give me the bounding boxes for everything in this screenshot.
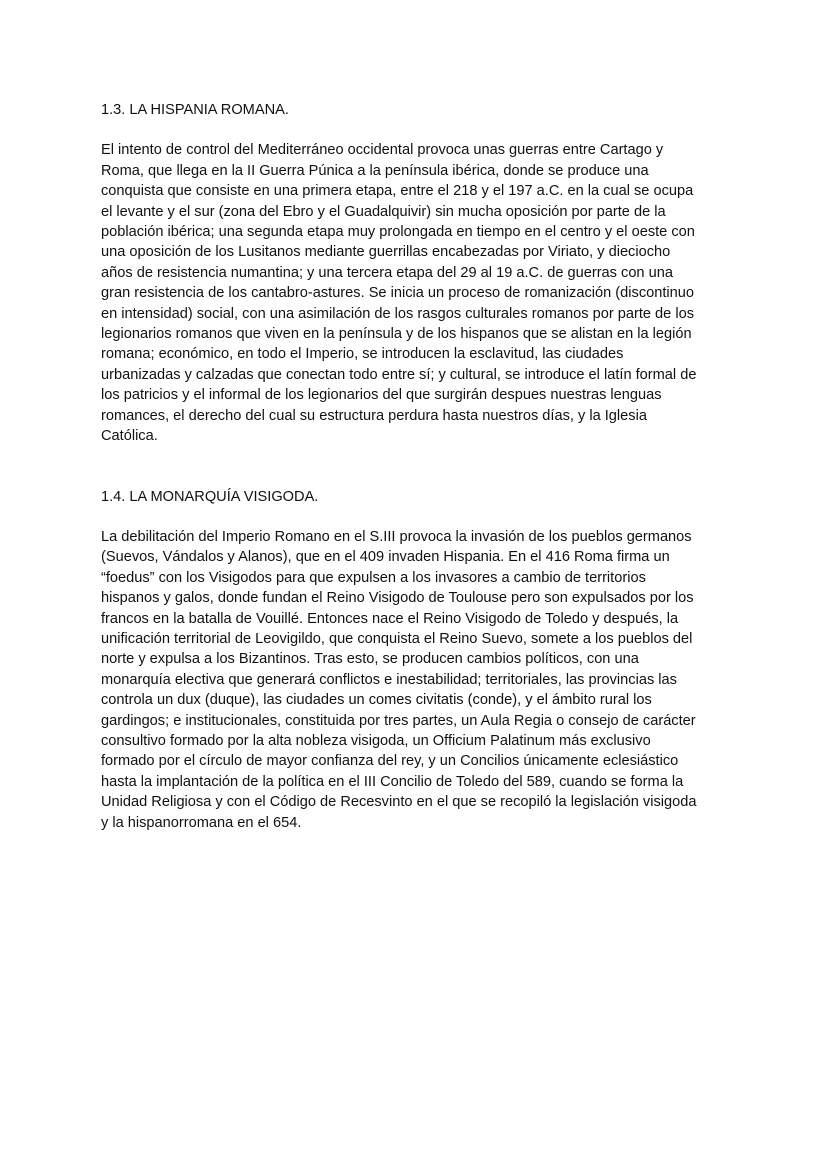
paragraph-line: (Suevos, Vándalos y Alanos), que en el 409 invaden Hispania. En el 416 Roma firma un: [101, 549, 670, 566]
section-paragraph: [101, 527, 729, 833]
paragraph-line: y la hispanorromana en el 654.: [101, 814, 302, 831]
paragraph-line: urbanizadas y calzadas que conectan todo entre sí; y cultural, se introduce el latín formal de: [101, 366, 697, 383]
paragraph-line: Unidad Religiosa y con el Código de Recesvinto en el que se recopiló la legislación visigoda: [101, 794, 697, 811]
section-heading: 1.3. LA HISPANIA ROMANA.: [101, 102, 289, 118]
paragraph-line: norte y expulsa a los Bizantinos. Tras esto, se producen cambios políticos, con una: [101, 651, 639, 668]
paragraph-line: conquista que consiste en una primera etapa, entre el 218 y el 197 a.C. en la cual se ocupa: [101, 183, 694, 200]
paragraph-line: consultivo formado por la alta nobleza visigoda, un Officium Palatinum más exclusivo: [101, 732, 651, 749]
paragraph-line: en intensidad) social, con una asimilación de los rasgos culturales romanos por parte de los: [101, 305, 694, 322]
paragraph-line: gran resistencia de los cantabro-astures. Se inicia un proceso de romanización (discontinuo: [101, 285, 694, 302]
paragraph-line: monarquía electiva que generará conflictos e inestabilidad; territoriales, las provincias las: [101, 671, 677, 688]
paragraph-line: hasta la implantación de la política en el III Concilio de Toledo del 589, cuando se forma la: [101, 773, 684, 790]
paragraph-line: legionarios romanos que viven en la península y de los hispanos que se alistan en la legión: [101, 326, 692, 343]
paragraph-line: gardingos; e institucionales, constituida por tres partes, un Aula Regia o consejo de carácter: [101, 712, 696, 729]
paragraph-line: El intento de control del Mediterráneo occidental provoca unas guerras entre Cartago y: [101, 142, 664, 159]
paragraph-line: años de resistencia numantina; y una tercera etapa del 29 al 19 a.C. de guerras con una: [101, 264, 673, 281]
paragraph-line: romana; económico, en todo el Imperio, se introducen la esclavitud, las ciudades: [101, 346, 624, 363]
paragraph-line: francos en la batalla de Vouillé. Entonces nace el Reino Visigodo de Toledo y después, la: [101, 610, 679, 627]
paragraph-line: unificación territorial de Leovigildo, que conquista el Reino Suevo, somete a los pueblos del: [101, 630, 693, 647]
section-hispania-romana: [101, 100, 729, 447]
paragraph-line: los patricios y el informal de los legionarios del que surgirán despues nuestras lenguas: [101, 387, 662, 404]
paragraph-line: formado por el círculo de mayor confianza del rey, y un Concilios únicamente eclesiástico: [101, 753, 679, 770]
document-body: [101, 100, 729, 833]
paragraph-line: el levante y el sur (zona del Ebro y el Guadalquivir) sin mucha oposición por parte de la: [101, 203, 666, 220]
section-monarquia-visigoda: [101, 487, 729, 834]
paragraph-line: Católica.: [101, 428, 158, 445]
section-paragraph: [101, 140, 729, 446]
paragraph-line: una oposición de los Lusitanos mediante guerrillas encabezadas por Viriato, y dieciocho: [101, 244, 671, 261]
paragraph-line: controla un dux (duque), las ciudades un comes civitatis (conde), y el ámbito rural los: [101, 692, 652, 709]
paragraph-line: Roma, que llega en la II Guerra Púnica a la península ibérica, donde se produce una: [101, 162, 649, 179]
paragraph-line: La debilitación del Imperio Romano en el S.III provoca la invasión de los pueblos germanos: [101, 528, 692, 545]
paragraph-line: población ibérica; una segunda etapa muy prolongada en tiempo en el centro y el oeste con: [101, 224, 695, 241]
paragraph-line: “foedus” con los Visigodos para que expulsen a los invasores a cambio de territorios: [101, 569, 646, 586]
paragraph-line: romances, el derecho del cual su estructura perdura hasta nuestros días, y la Iglesia: [101, 407, 647, 424]
paragraph-line: hispanos y galos, donde fundan el Reino Visigodo de Toulouse pero son expulsados por los: [101, 590, 694, 607]
section-heading: 1.4. LA MONARQUÍA VISIGODA.: [101, 488, 319, 505]
